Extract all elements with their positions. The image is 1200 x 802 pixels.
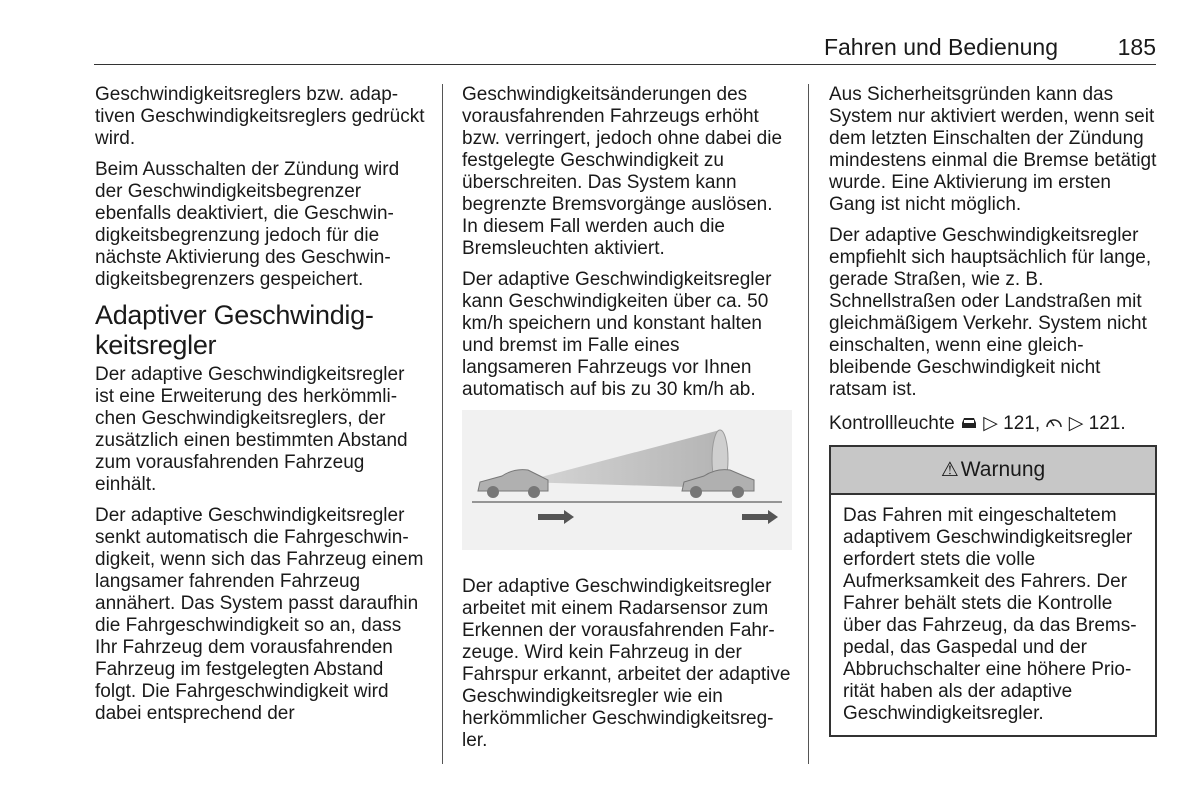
column-divider-left [442,84,443,764]
warning-title: Warnung [960,458,1046,481]
section-title: Fahren und Bedienung [823,34,1058,60]
radar-illustration [462,410,792,550]
direction-arrow-icon [742,510,778,524]
paragraph: Geschwindigkeitsänderungen des vorausfahrenden Fahrzeugs erhöht bzw. verringert, jedoch ohne dabei die festgelegte Geschwindigkeit zu überschreiten. Das System kann begrenzte Bremsvorgänge auslösen. In diesem Fall werden auch die Bremsleuchten aktiviert. [462,84,783,259]
paragraph: Aus Sicherheitsgründen kann das System nur aktiviert werden, wenn seit dem letzten Einschalten der Zündung mindestens einmal die Bremse betätigt wurde. Eine Aktivierung im ersten Gang ist nicht möglich. [829,84,1157,215]
arrow-reference-icon: ▷ [983,413,998,434]
paragraph: Der adaptive Geschwindigkeitsregler ist eine Erweiterung des herkömmlichen Geschwindigkeitsreglers, der zusätzlich einen bestimmten Abstand zum vorausfahrenden Fahrzeug einhält. [95,364,408,495]
radar-diagram [462,410,792,550]
paragraph: Geschwindigkeitsreglers bzw. adaptiven Geschwindigkeitsreglers gedrückt wird. [95,84,425,149]
section-heading: Adaptiver Geschwindigkeitsregler [95,300,374,360]
paragraph: Der adaptive Geschwindigkeitsregler senkt automatisch die Fahrgeschwindigkeit, wenn sich das Fahrzeug einem langsamer fahrenden Fahrzeug annähert. Das System passt daraufhin die Fahrgeschwindigkeit so an, dass Ihr Fahrzeug dem vorausfahrenden Fahrzeug im festgelegten Abstand folgt. Die Fahrgeschwindigkeit wird dabei entsprechend der [95,505,424,724]
page-reference-link[interactable]: 121. [1088,413,1126,434]
paragraph: Beim Ausschalten der Zündung wird der Geschwindigkeitsbegrenzer ebenfalls deaktiviert, die Geschwindigkeitsbegrenzung jedoch für die nächste Aktivierung des Geschwindigkeitsbegrenzers gespeichert. [95,159,400,290]
text-column-2 [462,84,792,761]
paragraph: Der adaptive Geschwindigkeitsregler arbeitet mit einem Radarsensor zum Erkennen der vorausfahrenden Fahrzeuge. Wird kein Fahrzeug in der Fahrspur erkannt, arbeitet der adaptive Geschwindigkeitsregler wie ein herkömmlicher Geschwindigkeitsregler. [462,576,791,751]
speedometer-icon [1045,414,1063,430]
warning-box [829,445,1157,737]
car-front-icon [960,416,978,430]
page-reference-link[interactable]: 121, [1003,413,1041,434]
paragraph: Der adaptive Geschwindigkeitsregler empfiehlt sich hauptsächlich für lange, gerade Straßen, wie z. B. Schnellstraßen oder Landstraßen mit gleichmäßigem Verkehr. System nicht einschalten, wenn eine gleichbleibende Geschwindigkeit nicht ratsam ist. [829,225,1152,400]
warning-text: Das Fahren mit eingeschaltetem adaptivem Geschwindigkeitsregler erfordert stets die volle Aufmerksamkeit des Fahrers. Der Fahrer behält stets die Kontrolle über das Fahrzeug, da das Bremspedal, das Gaspedal und der Abbruchschalter eine höhere Priorität haben als der adaptive Geschwindigkeitsregler. [843,505,1137,724]
indicator-line [829,413,1157,435]
header-divider [94,64,1156,65]
text-column-3 [829,84,1157,737]
warning-header [831,447,1155,495]
warning-triangle-icon: ⚠ [940,459,959,481]
indicator-label: Kontrollleuchte [829,413,955,434]
own-car-icon [478,470,548,498]
paragraph: Der adaptive Geschwindigkeitsregler kann Geschwindigkeiten über ca. 50 km/h speichern und konstant halten und bremst im Falle eines langsameren Fahrzeugs vor Ihnen automatisch auf bis zu 30 km/h ab. [462,269,772,400]
text-column-1 [95,84,425,734]
arrow-reference-icon: ▷ [1068,413,1084,434]
page-number: 185 [1117,34,1156,60]
column-divider-right [808,84,809,764]
direction-arrow-icon [538,510,574,524]
